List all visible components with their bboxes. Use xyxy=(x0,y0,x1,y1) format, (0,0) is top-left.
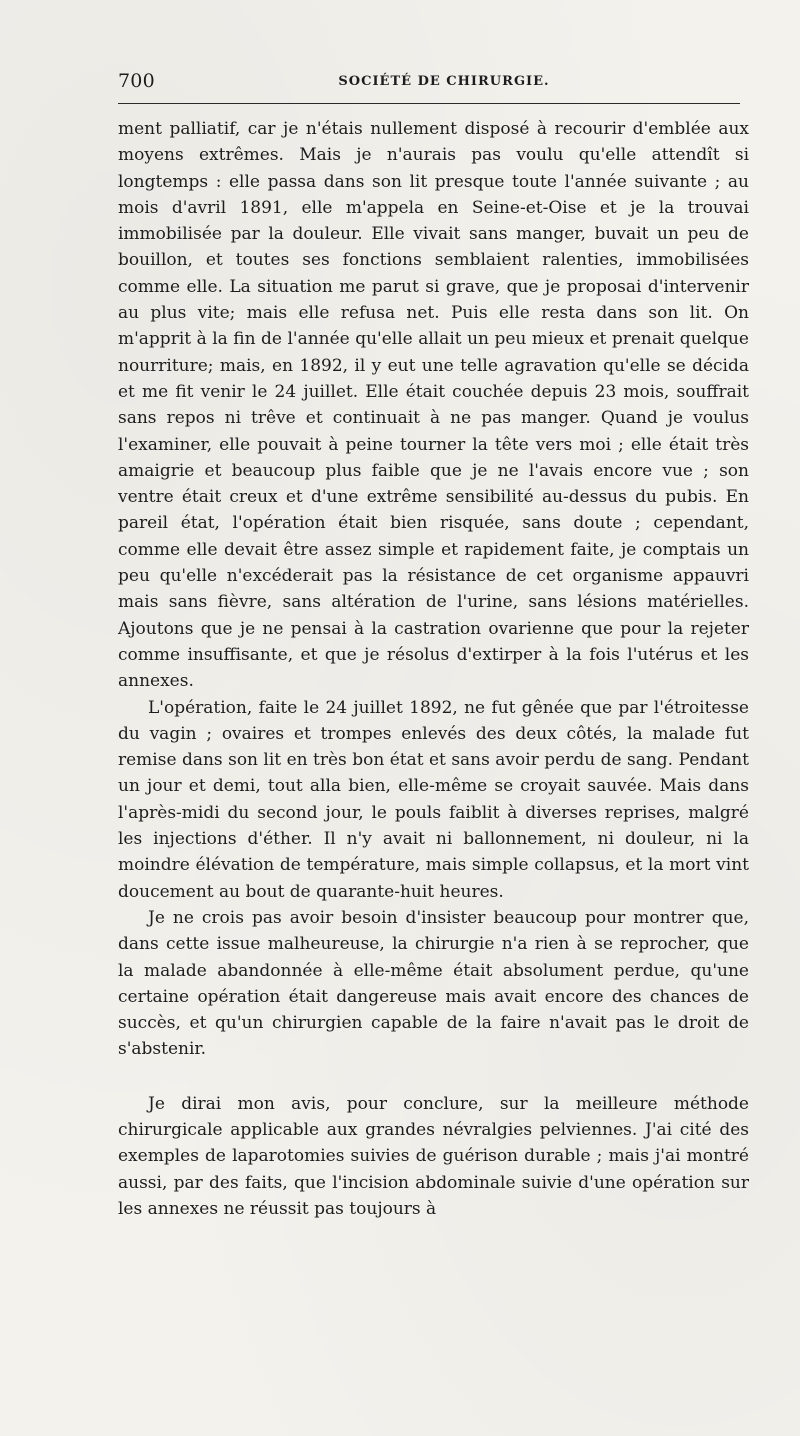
paragraph-continuation: ment palliatif, car je n'étais nullement disposé à recourir d'emblée aux moyens extrêmes. Mais je n'aurais pas voulu qu'elle attendît si longtemps : elle passa dans son lit presque toute l'année suivante ; au mois d'avril 1891, elle m'appela en Seine-et-Oise et je la trouvai immobilisée par la douleur. Elle vivait sans manger, buvait un peu de bouillon, et toutes ses fonctions semblaient ralenties, immobilisées comme elle. La situation me parut si grave, que je proposai d'intervenir au plus vite; mais elle refusa net. Puis elle resta dans son lit. On m'apprit à la fin de l'année qu'elle allait un peu mieux et prenait quelque nourriture; mais, en 1892, il y eut une telle agravation qu'elle se décida et me fit venir le 24 juillet. Elle était couchée depuis 23 mois, souffrait sans repos ni trêve et continuait à ne pas manger. Quand je voulus l'examiner, elle pouvait à peine tourner la tête vers moi ; elle était très amaigrie et beaucoup plus faible que je ne l'avais encore vue ; son ventre était creux et d'une extrême sensibilité au-dessus du pubis. En pareil état, l'opération était bien risquée, sans doute ; cependant, comme elle devait être assez simple et rapidement faite, je comptais un peu qu'elle n'excéderait pas la résistance de cet organisme appauvri mais sans fièvre, sans altération de l'urine, sans lésions matérielles. Ajoutons que je ne pensai à la castration ovarienne que pour la rejeter comme insuffisante, et que je résolus d'extirper à la fois l'utérus et les annexes. xyxy=(118,119,749,692)
paragraph-conclusion: Je dirai mon avis, pour conclure, sur la meilleure méthode chirurgicale applicable aux grandes névralgies pelviennes. J'ai cité des exemples de laparotomies suivies de guérison durable ; mais j'ai montré aussi, par des faits, que l'incision abdominale suivie d'une opération sur les annexes ne réussit pas toujours à xyxy=(118,1093,749,1219)
body-text xyxy=(118,116,749,1222)
header-rule xyxy=(118,103,740,104)
running-title: SOCIÉTÉ DE CHIRURGIE. xyxy=(338,74,550,89)
paragraph-justification: Je ne crois pas avoir besoin d'insister beaucoup pour montrer que, dans cette issue malheureuse, la chirurgie n'a rien à se reprocher, que la malade abandonnée à elle-même était absolument perdue, qu'une certaine opération était dangereuse mais avait encore des chances de succès, et qu'un chirurgien capable de la faire n'avait pas le droit de s'abstenir. xyxy=(118,907,749,1060)
page-header xyxy=(118,64,740,94)
paragraph-gap xyxy=(118,1063,749,1091)
page-number: 700 xyxy=(118,70,155,92)
paragraph-operation: L'opération, faite le 24 juillet 1892, ne fut gênée que par l'étroitesse du vagin ; ovaires et trompes enlevés des deux côtés, la malade fut remise dans son lit en très bon état et sans avoir perdu de sang. Pendant un jour et demi, tout alla bien, elle-même se croyait sauvée. Mais dans l'après-midi du second jour, le pouls faiblit à diverses reprises, malgré les injections d'éther. Il n'y avait ni ballonnement, ni douleur, ni la moindre élévation de température, mais simple collapsus, et la mort vint doucement au bout de quarante-huit heures. xyxy=(118,697,749,902)
